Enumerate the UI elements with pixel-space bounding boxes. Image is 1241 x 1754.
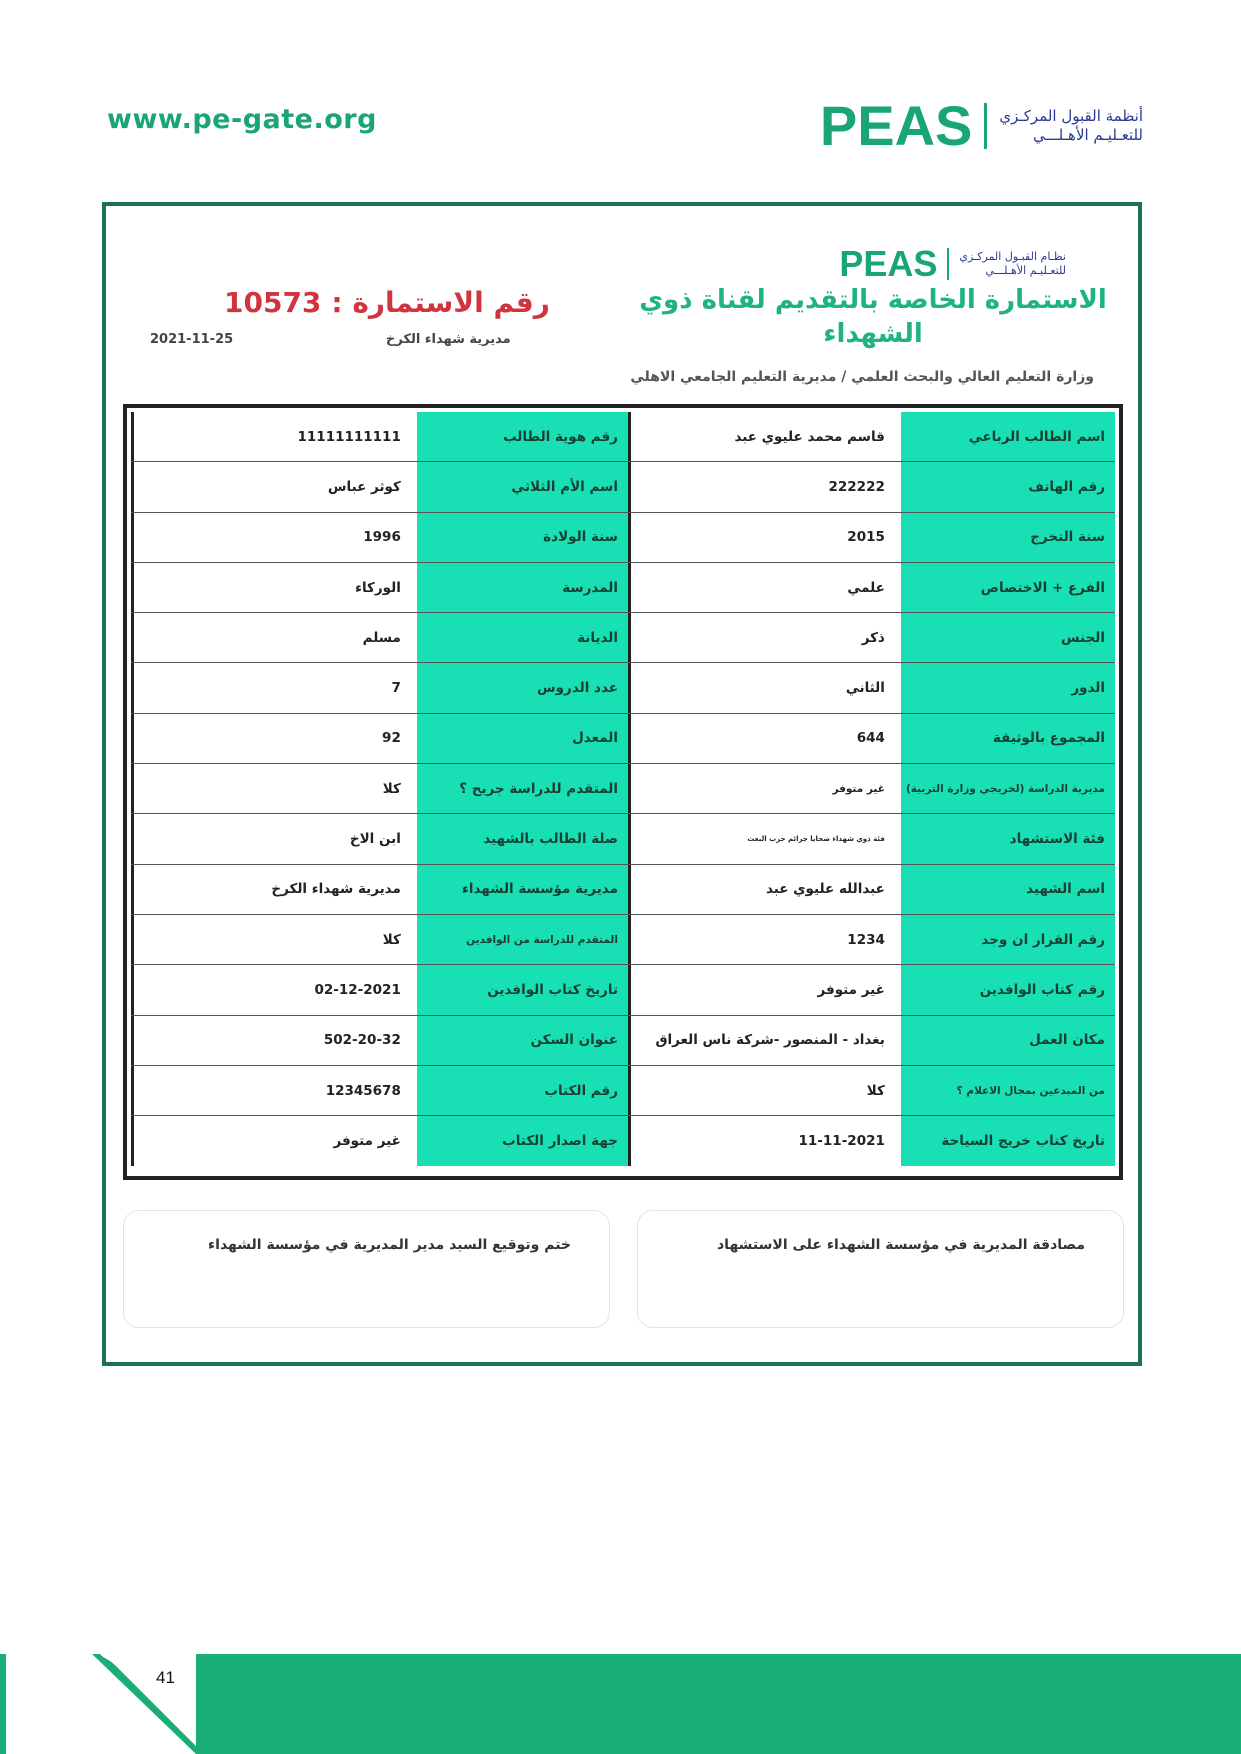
field-value: ابن الاخ bbox=[131, 814, 417, 863]
table-row bbox=[131, 613, 1115, 663]
signature-label: ختم وتوقيع السيد مدير المديرية في مؤسسة الشهداء bbox=[207, 1237, 571, 1253]
field-value: غير متوفر bbox=[131, 1116, 417, 1166]
form-number bbox=[224, 286, 550, 319]
field-value: 222222 bbox=[628, 462, 901, 511]
field-value: 1234 bbox=[628, 915, 901, 964]
field-value: مديرية شهداء الكرخ bbox=[131, 865, 417, 914]
table-row bbox=[131, 865, 1115, 915]
form-logo-subtitle-line2: للتعـليـم الأهـلـــي bbox=[985, 264, 1066, 277]
table-row bbox=[131, 764, 1115, 814]
table-row bbox=[131, 814, 1115, 864]
form-title: الاستمارة الخاصة بالتقديم لقناة ذوي الشهداء bbox=[639, 285, 1107, 349]
logo-subtitle-line2: للتعـليـم الأهـلـــي bbox=[1032, 126, 1143, 144]
field-value: 644 bbox=[628, 714, 901, 763]
field-label: المدرسة bbox=[417, 563, 628, 612]
ministry-line: وزارة التعليم العالي والبحث العلمي / مديرية التعليم الجامعي الاهلي bbox=[630, 369, 1094, 385]
field-label: سنة التخرج bbox=[901, 513, 1115, 562]
field-label: المتقدم للدراسة من الوافدين bbox=[417, 915, 628, 964]
field-label: المتقدم للدراسة جريح ؟ bbox=[417, 764, 628, 813]
field-label: تاريخ كتاب خريج السياحة bbox=[901, 1116, 1115, 1166]
field-label: الديانة bbox=[417, 613, 628, 662]
field-label: صلة الطالب بالشهيد bbox=[417, 814, 628, 863]
site-url[interactable]: www.pe-gate.org bbox=[107, 104, 377, 135]
field-value: 2015 bbox=[628, 513, 901, 562]
field-value: فئة ذوي شهداء ضحايا جرائم حزب البعث bbox=[628, 814, 901, 863]
field-value: غير متوفر bbox=[628, 965, 901, 1014]
field-label: اسم الطالب الرباعي bbox=[901, 412, 1115, 461]
field-value: قاسم محمد عليوي عبد bbox=[628, 412, 901, 461]
field-value: كوثر عباس bbox=[131, 462, 417, 511]
field-label: عنوان السكن bbox=[417, 1016, 628, 1065]
peas-logo bbox=[819, 94, 1143, 157]
table-row bbox=[131, 1116, 1115, 1166]
page-number: 41 bbox=[156, 1668, 175, 1687]
field-value: بغداد - المنصور -شركة ناس العراق bbox=[628, 1016, 901, 1065]
field-label: مديرية الدراسة (لخريجي وزارة التربية) bbox=[901, 764, 1115, 813]
table-row bbox=[131, 513, 1115, 563]
field-value: كلا bbox=[131, 764, 417, 813]
field-label: مديرية مؤسسة الشهداء bbox=[417, 865, 628, 914]
form-logo-wordmark: PEAS bbox=[839, 243, 938, 284]
table-row bbox=[131, 462, 1115, 512]
field-label: المجموع بالوثيقة bbox=[901, 714, 1115, 763]
field-label: مكان العمل bbox=[901, 1016, 1115, 1065]
field-value: غير متوفر bbox=[628, 764, 901, 813]
form-logo-subtitle-line1: نظـام القبـول المركـزي bbox=[959, 250, 1066, 264]
field-value: عبدالله عليوي عبد bbox=[628, 865, 901, 914]
field-value: مسلم bbox=[131, 613, 417, 662]
field-label: الدور bbox=[901, 663, 1115, 712]
field-value: 12345678 bbox=[131, 1066, 417, 1115]
table-row bbox=[131, 965, 1115, 1015]
field-label: جهة اصدار الكتاب bbox=[417, 1116, 628, 1166]
field-label: المعدل bbox=[417, 714, 628, 763]
field-label: رقم الهاتف bbox=[901, 462, 1115, 511]
form-frame bbox=[102, 202, 1142, 1366]
form-date: 2021-11-25 bbox=[150, 332, 234, 347]
field-value: 1996 bbox=[131, 513, 417, 562]
field-value: كلا bbox=[628, 1066, 901, 1115]
field-value: 7 bbox=[131, 663, 417, 712]
table-row bbox=[131, 563, 1115, 613]
field-label: الجنس bbox=[901, 613, 1115, 662]
form-number-label: رقم الاستمارة : bbox=[331, 286, 550, 319]
field-label: رقم هوية الطالب bbox=[417, 412, 628, 461]
field-value: الثاني bbox=[628, 663, 901, 712]
field-value: 02-12-2021 bbox=[131, 965, 417, 1014]
logo-divider bbox=[984, 103, 987, 149]
field-label: اسم الشهيد bbox=[901, 865, 1115, 914]
field-value: علمي bbox=[628, 563, 901, 612]
field-value: 502-20-32 bbox=[131, 1016, 417, 1065]
form-logo bbox=[839, 243, 1066, 284]
field-label: فئة الاستشهاد bbox=[901, 814, 1115, 863]
field-value: ذكر bbox=[628, 613, 901, 662]
table-row bbox=[131, 412, 1115, 462]
field-label: تاريخ كتاب الوافدين bbox=[417, 965, 628, 1014]
form-logo-subtitle bbox=[959, 250, 1066, 278]
field-label: سنة الولادة bbox=[417, 513, 628, 562]
table-row bbox=[131, 1016, 1115, 1066]
table-row bbox=[131, 714, 1115, 764]
field-label: اسم الأم الثلاثي bbox=[417, 462, 628, 511]
field-label: رقم الكتاب bbox=[417, 1066, 628, 1115]
certification-label: مصادقة المديرية في مؤسسة الشهداء على الاستشهاد bbox=[717, 1237, 1085, 1253]
field-label: رقم كتاب الوافدين bbox=[901, 965, 1115, 1014]
field-value: 11111111111 bbox=[131, 412, 417, 461]
directorate: مديرية شهداء الكرخ bbox=[386, 332, 511, 347]
form-logo-divider bbox=[947, 248, 949, 280]
field-label: من المبدعين بمجال الاعلام ؟ bbox=[901, 1066, 1115, 1115]
form-number-value: 10573 bbox=[224, 286, 322, 319]
certification-box bbox=[637, 1210, 1124, 1328]
field-value: كلا bbox=[131, 915, 417, 964]
table-row bbox=[131, 1066, 1115, 1116]
field-value: 92 bbox=[131, 714, 417, 763]
field-value: 11-11-2021 bbox=[628, 1116, 901, 1166]
logo-subtitle-line1: أنظمة القبول المركـزي bbox=[999, 107, 1143, 126]
field-label: عدد الدروس bbox=[417, 663, 628, 712]
logo-subtitle bbox=[999, 107, 1143, 145]
logo-wordmark: PEAS bbox=[819, 94, 973, 157]
field-label: رقم القرار ان وجد bbox=[901, 915, 1115, 964]
info-table bbox=[123, 404, 1123, 1180]
field-label: الفرع + الاختصاص bbox=[901, 563, 1115, 612]
table-row bbox=[131, 663, 1115, 713]
field-value: الوركاء bbox=[131, 563, 417, 612]
table-row bbox=[131, 915, 1115, 965]
signature-box bbox=[123, 1210, 610, 1328]
